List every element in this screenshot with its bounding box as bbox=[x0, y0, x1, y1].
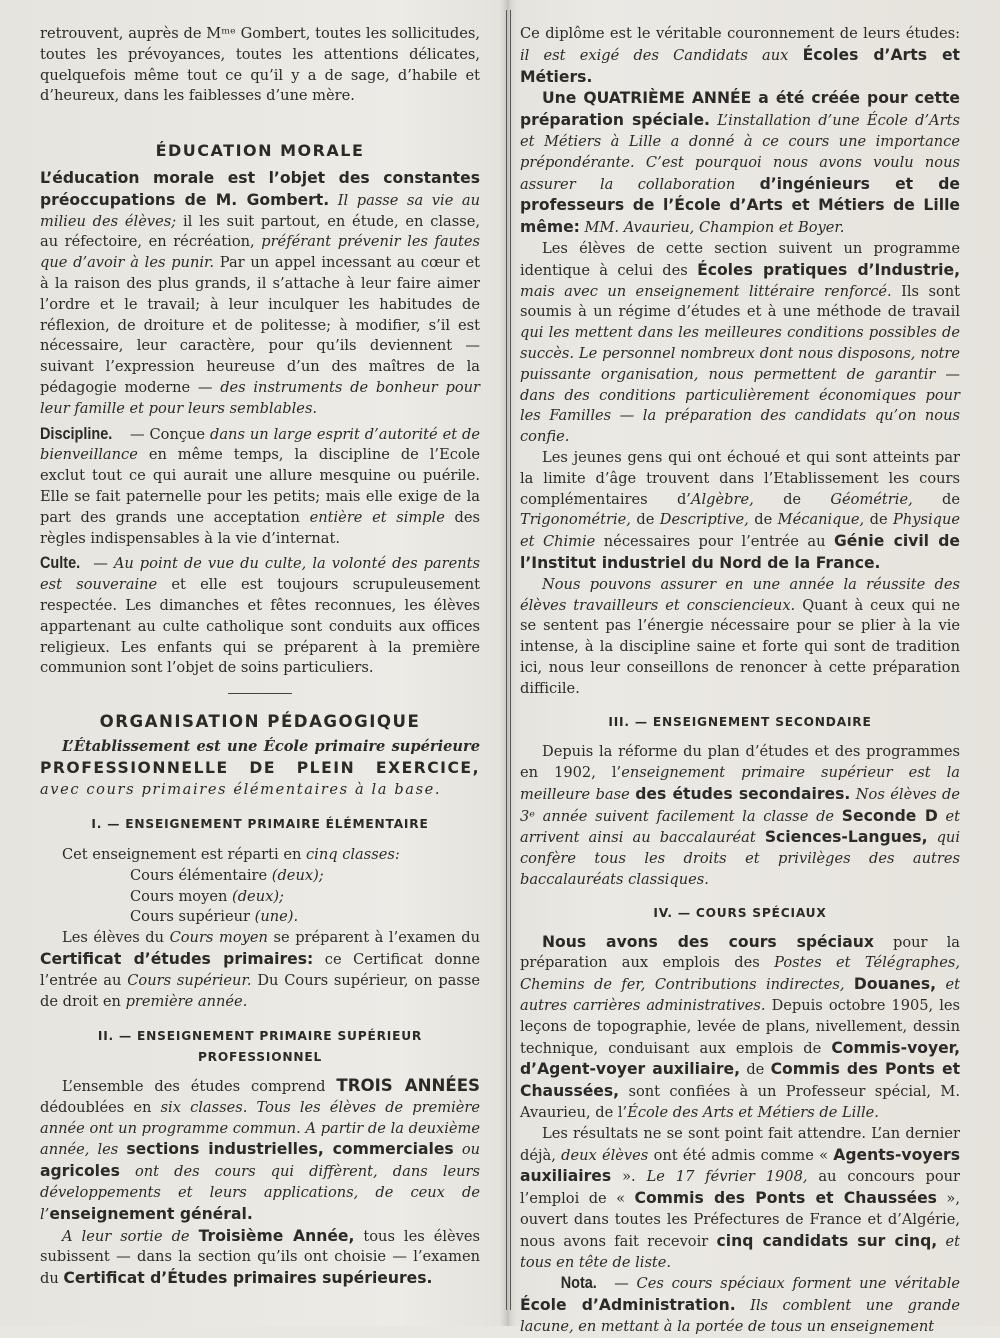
list-item: Cours élémentaire (deux); bbox=[130, 866, 324, 884]
heading-enseignement-superieur: II. — ENSEIGNEMENT PRIMAIRE SUPÉRIEUR bbox=[97, 1029, 423, 1044]
organisation-paragraph: L’Établissement est une École primaire supérieure PROFESSIONNELLE DE PLEIN EXERCICE, avec cours primaires élémentaires à la base. bbox=[40, 737, 480, 798]
elementaire-intro: Cet enseignement est réparti en cinq classes: bbox=[62, 846, 400, 864]
heading-enseignement-secondaire: III. — ENSEIGNEMENT SECONDAIRE bbox=[608, 714, 872, 729]
diplome-paragraph: Ce diplôme est le véritable couronnement de leurs études: il est exigé des Candidats aux Écoles d’Arts et Métiers. bbox=[520, 25, 960, 86]
list-item: Cours supérieur (une). bbox=[130, 908, 299, 926]
superieur-paragraph: L’ensemble des études comprend TROIS ANNÉES dédoublées en six classes. Tous les élèves de première année ont un programme commun. A partir de la deuxième année, les sections industrielles, commerciales ou agricoles ont des cours qui diffèrent, dans leurs développements et leurs applications, de ceux de l’enseignement général. bbox=[40, 1076, 481, 1223]
elementaire-paragraph: Les élèves du Cours moyen se préparent à l’examen du Certificat d’études primaires: ce Certificat donne l’entrée au Cours supérieur. Du Cours supérieur, on passe de droit en première année. bbox=[40, 929, 481, 1010]
nota-paragraph: Nota. — Ces cours spéciaux forment une véritable École d’Administration. Ils comblent une grande lacune, en mettant à la portée de tous un enseignement bbox=[520, 1273, 960, 1336]
section-programme-paragraph: Les élèves de cette section suivent un programme identique à celui des Écoles pratiques d’Industrie, mais avec un enseignement littéraire renforcé. Ils sont soumis à un régime d’études et à une méthode de travail qui les mettent dans les meilleures conditions possibles de succès. Le personnel nombreux dont nous disposons, notre puissante organisation, nous permettent de garantir — dans des conditions particulièrement économiques pour les Familles — la préparation des candidats qu’on nous confie. bbox=[520, 239, 960, 446]
quatrieme-annee-paragraph: Une QUATRIÈME ANNÉE a été créée pour cette préparation spéciale. L’installation d’une École d’Arts et Métiers à Lille a donné à ce cours une importance prépondérante. C’est pourquoi nous avons voulu nous assurer la collaboration d’ingénieurs et de professeurs de l’École d’Arts et Métiers de Lille même: MM. Avaurieu, Champion et Boyer. bbox=[520, 89, 960, 237]
cours-speciaux-paragraph: Nous avons des cours spéciaux pour la préparation aux emplois des Postes et Télégraphes, Chemins de fer, Contributions indirectes, Douanes, et autres carrières administratives. Depuis octobre 1905, les leçons de topographie, levée de plans, nivellement, dessin technique, conduisant aux emplois de Commis-voyer, d’Agent-voyer auxiliaire, de Commis des Ponts et Chaussées, sont confiées à un Professeur spécial, M. Avaurieu, de l’École des Arts et Métiers de Lille. bbox=[520, 932, 961, 1122]
column-divider bbox=[506, 10, 511, 1310]
list-item: Cours moyen (deux); bbox=[130, 887, 284, 905]
cours-complementaires-paragraph: Les jeunes gens qui ont échoué et qui sont atteints par la limite d’âge trouvent dans l’Etablissement les cours complémentaires d’Algèbre, de Géométrie, de Trigonométrie, de Descriptive, de Mécanique, de Physique et Chimie nécessaires pour l’entrée au Génie civil de l’Institut industriel du Nord de la France. bbox=[520, 448, 961, 572]
heading-enseignement-elementaire: I. — ENSEIGNEMENT PRIMAIRE ÉLÉMENTAIRE bbox=[91, 817, 429, 832]
culte-paragraph: Culte. — Au point de vue du culte, la volonté des parents est souveraine et elle est toujours scrupuleusement respectée. Les dimanches et fêtes reconnues, les élèves appartenant au culte catholique sont conduits aux offices religieux. Les enfants qui se préparent à la première communion sont l’objet de soins particuliers. bbox=[40, 553, 480, 677]
sortie-paragraph: A leur sortie de Troisième Année, tous les élèves subissent — dans la section qu’ils ont choisie — l’examen du Certificat d’Études primaires supérieures. bbox=[40, 1226, 481, 1288]
heading-organisation-pedagogique: ORGANISATION PÉDAGOGIQUE bbox=[99, 712, 421, 732]
right-column bbox=[520, 24, 960, 1338]
resultats-paragraph: Les résultats ne se sont point fait attendre. L’an dernier déjà, deux élèves ont été admis comme « Agents-voyers auxiliaires ». Le 17 février 1908, au concours pour l’emploi de « Commis des Ponts et Chaussées », ouvert dans toutes les Préfectures de France et d’Algérie, nous avons fait recevoir cinq candidats sur cinq, et tous en tête de liste. bbox=[520, 1124, 961, 1271]
morale-paragraph: L’éducation morale est l’objet des constantes préoccupations de M. Gombert. Il passe sa vie au milieu des élèves; il les suit partout, en étude, en classe, au réfectoire, en récréation, préférant prévenir les fautes que d’avoir à les punir. Par un appel incessant au cœur et à la raison des plus grands, il s’attache à leur faire aimer l’ordre et le travail; à leur inculquer les habitudes de réflexion, de droiture et de politesse; à modifier, s’il est nécessaire, leur caractère, pour qu’ils deviennent — suivant l’expression heureuse d’un des maîtres de la pédagogie moderne — des instruments de bonheur pour leur famille et pour leurs semblables. bbox=[40, 168, 481, 417]
reussite-paragraph: Nous pouvons assurer en une année la réussite des élèves travailleurs et consciencieux. Quant à ceux qui ne se sentent pas l’énergie nécessaire pour se plier à la vie intense, à la discipline saine et forte qui sont de tradition ici, nous leur conseillons de renoncer à cette préparation difficile. bbox=[520, 575, 960, 697]
discipline-paragraph: Discipline. — Conçue dans un large esprit d’autorité et de bienveillance en même temps, la discipline de l’Ecole exclut tout ce qui aurait une allure mesquine ou puérile. Elle se fait paternelle pour les petits; mais elle exige de la part des grands une acceptation entière et simple des règles indispensables à la vie d’internat. bbox=[40, 423, 480, 547]
heading-enseignement-superieur-line2: PROFESSIONNEL bbox=[197, 1050, 323, 1065]
secondaire-paragraph: Depuis la réforme du plan d’études et des programmes en 1902, l’enseignement primaire supérieur est la meilleure base des études secondaires. Nos élèves de 3ᵉ année suivent facilement la classe de Seconde D et arrivent ainsi au baccalauréat Sciences-Langues, qui confère tous les droits et privilèges des autres baccalauréats classiques. bbox=[520, 743, 961, 889]
left-column bbox=[40, 24, 480, 1290]
heading-education-morale: ÉDUCATION MORALE bbox=[155, 141, 365, 161]
heading-cours-speciaux: IV. — COURS SPÉCIAUX bbox=[653, 905, 827, 920]
intro-paragraph: retrouvent, auprès de Mᵐᵉ Gombert, toutes les sollicitudes, toutes les prévoyances, toutes les attentions délicates, quelquefois même tout ce qu’il y a de sage, d’habile et d’heureux, dans les faiblesses d’une mère. bbox=[40, 25, 480, 105]
